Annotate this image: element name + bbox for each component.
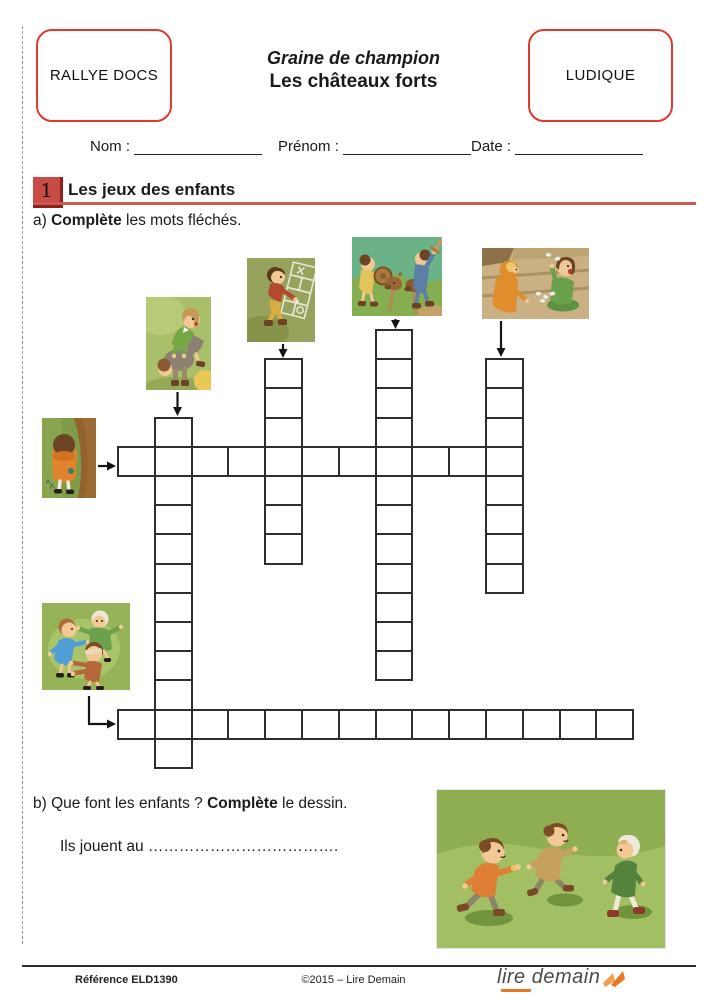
publisher-logo-subtext: [501, 989, 531, 992]
crossword-cell-across-2: [338, 709, 377, 740]
crossword-cell-down-4: [485, 475, 524, 506]
rallye-docs-label: RALLYE DOCS: [49, 67, 159, 84]
crossword-cell-across-1: [338, 446, 377, 477]
crossword-cell-down-2: [264, 387, 303, 418]
crossword-cell-down-1: [154, 446, 193, 477]
crossword-cell-down-1: [154, 709, 193, 740]
crossword-cell-down-1: [154, 504, 193, 535]
crossword-cell-across-2: [595, 709, 634, 740]
collection-title: Graine de champion: [266, 48, 441, 68]
crossword-cell-across-2: [485, 709, 524, 740]
crossword-cell-down-2: [264, 446, 303, 477]
leapfrog-scene: [146, 297, 211, 390]
instruction-a: a) Complète les mots fléchés.: [33, 212, 242, 229]
children-running-scene: [437, 790, 665, 948]
section-number: 1: [40, 180, 53, 202]
crossword-cell-across-2: [448, 709, 487, 740]
crossword-cell-across-1: [117, 446, 156, 477]
footer-copyright: ©2015 – Lire Demain: [301, 974, 406, 986]
crossword-cell-down-3: [375, 563, 414, 594]
ludique-badge: [528, 29, 673, 122]
crossword-cell-down-4: [485, 358, 524, 389]
crossword-cell-down-1: [154, 417, 193, 448]
crossword-cell-down-1: [154, 592, 193, 623]
nom-write-line: [134, 138, 262, 155]
section-title: Les jeux des enfants: [68, 180, 236, 199]
crossword-cell-down-1: [154, 679, 193, 710]
blind-mans-buff-scene: [42, 603, 130, 690]
crossword-cell-across-1: [448, 446, 487, 477]
knucklebones-scene: [482, 248, 589, 319]
footer-reference: Référence ELD1390: [75, 974, 178, 986]
arrow-down-hopscotch-icon: [279, 344, 288, 358]
crossword-cell-across-2: [227, 709, 266, 740]
crossword-cell-down-4: [485, 533, 524, 564]
crossword-cell-across-2: [301, 709, 340, 740]
crossword-cell-down-2: [264, 475, 303, 506]
date-label: Date :: [471, 138, 512, 155]
arrow-down-osselets-icon: [497, 321, 506, 357]
arrow-right-hideseek-icon: [98, 462, 116, 471]
ludique-label: LUDIQUE: [565, 67, 636, 84]
crossword-cell-across-1: [411, 446, 450, 477]
crossword-cell-down-3: [375, 358, 414, 389]
document-title: Les châteaux forts: [269, 70, 438, 92]
publisher-logo-text: lire demain: [497, 966, 601, 988]
crossword-cell-down-1: [154, 738, 193, 769]
crossword-cell-down-2: [264, 358, 303, 389]
crossword-cell-down-4: [485, 417, 524, 448]
crossword-cell-down-3: [375, 446, 414, 477]
section-rule: [33, 202, 696, 205]
crossword-cell-down-4: [485, 504, 524, 535]
arrow-elbow-blindman-icon: [88, 696, 116, 729]
crossword-cell-across-2: [264, 709, 303, 740]
crossword-cell-down-2: [264, 504, 303, 535]
hobby-horse-knights-scene: [352, 237, 442, 316]
crossword-cell-across-2: [522, 709, 561, 740]
crossword-cell-down-4: [485, 387, 524, 418]
crossword-cell-across-1: [301, 446, 340, 477]
crossword-cell-down-1: [154, 563, 193, 594]
crossword-cell-down-3: [375, 592, 414, 623]
crossword-cell-down-3: [375, 475, 414, 506]
butterfly-icon: [602, 969, 626, 989]
crossword-cell-down-2: [264, 417, 303, 448]
crossword-cell-across-2: [117, 709, 156, 740]
crossword-cell-down-3: [375, 417, 414, 448]
crossword-cell-across-2: [191, 709, 230, 740]
hide-and-seek-tree-scene: [42, 418, 96, 498]
crossword-cell-across-2: [559, 709, 598, 740]
crossword-cell-down-4: [485, 446, 524, 477]
crossword-cell-down-3: [375, 650, 414, 681]
crossword-cell-across-2: [375, 709, 414, 740]
crossword-cell-down-3: [375, 329, 414, 360]
arrow-down-horses-icon: [391, 319, 400, 329]
crossword-cell-down-1: [154, 475, 193, 506]
hopscotch-scene: [247, 258, 315, 342]
nom-label: Nom :: [90, 138, 131, 155]
date-field: [471, 138, 643, 155]
crossword-cell-across-1: [191, 446, 230, 477]
publisher-logo: [497, 966, 626, 989]
crossword-cell-down-3: [375, 387, 414, 418]
arrow-down-leapfrog-icon: [173, 392, 182, 416]
prenom-write-line: [343, 138, 471, 155]
crossword-cell-across-2: [411, 709, 450, 740]
instruction-b: b) Que font les enfants ? Complète le dessin.: [33, 795, 348, 812]
date-write-line: [515, 138, 643, 155]
crossword-cell-down-1: [154, 650, 193, 681]
nom-field: [90, 138, 262, 155]
prenom-field: [278, 138, 471, 155]
crossword-cell-down-1: [154, 533, 193, 564]
prenom-label: Prénom :: [278, 138, 339, 155]
cut-mark-line: [22, 26, 23, 944]
crossword-cell-down-2: [264, 533, 303, 564]
crossword-cell-down-3: [375, 504, 414, 535]
crossword-cell-down-4: [485, 563, 524, 594]
crossword-cell-down-3: [375, 533, 414, 564]
crossword-cell-down-3: [375, 621, 414, 652]
answer-line-b: Ils jouent au ……………………………….: [60, 838, 339, 855]
crossword-cell-down-1: [154, 621, 193, 652]
crossword-cell-across-1: [227, 446, 266, 477]
